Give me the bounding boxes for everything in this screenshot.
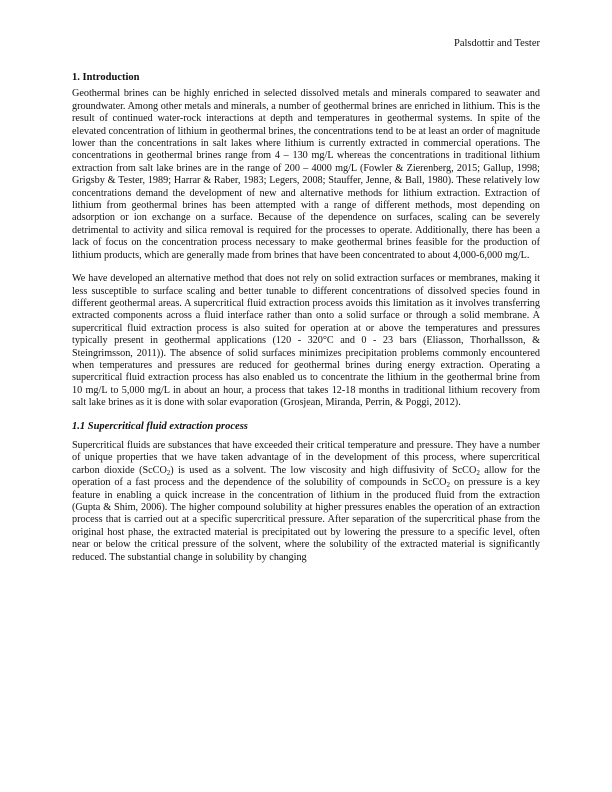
scf-text-part-b: ) is used as a solvent. The low viscosity and high diffusivity of ScCO xyxy=(170,464,477,476)
subscript-2: 2 xyxy=(166,468,171,477)
section-heading-introduction: 1. Introduction xyxy=(72,72,140,83)
subscript-2: 2 xyxy=(446,481,451,490)
paper-body xyxy=(72,72,540,575)
intro-paragraph-2: We have developed an alternative method that does not rely on solid extraction surfaces or membranes, making it less susceptible to surface scaling and better tunable to different concentrations of dissolved species found in different geothermal areas. A supercritical fluid extraction process avoids this limitation as it involves transferring extracted components across a fluid interface rather than onto a solid surface or through a solid membrane. A supercritical fluid extraction process is also suited for operation at or above the temperatures and pressures typically present in geothermal applications (120 - 320°C and 0 - 23 bars (Eliasson, Thorhallsson, & Steingrimsson, 2011)). The absence of solid surfaces minimizes precipitation problems commonly encountered when temperatures and pressures are reduced for geothermal brines during energy extraction. Operating a supercritical fluid extraction process has also enabled us to concentrate the lithium in the geothermal brine from 10 mg/L to 5,000 mg/L in about an hour, a process that takes 12-18 months in traditional lithium recovery from salt lake brines as it is done with solar evaporation (Grosjean, Miranda, Perrin, & Poggi, 2012). xyxy=(72,273,540,409)
intro-paragraph-1: Geothermal brines can be highly enriched in selected dissolved metals and minerals compared to seawater and groundwater. Among other metals and minerals, a number of geothermal brines are enriched in lithium. This is the result of continued water-rock interactions at depth and temperatures in geothermal systems. In spite of the elevated concentration of lithium in geothermal brines, the concentrations tend to be at least an order of magnitude lower than the concentrations in salt lakes where lithium is currently extracted in commercial operations. The concentrations in geothermal brines range from 4 – 130 mg/L whereas the concentrations in traditional lithium extraction from salt lake brines are in the range of 200 – 4000 mg/L (Fowler & Zierenberg, 2015; Gallup, 1998; Grigsby & Tester, 1989; Harrar & Raber, 1983; Legers, 2008; Stauffer, Jenne, & Ball, 1980). These relatively low concentrations demand the development of new and alternative methods for lithium extraction. Extraction of lithium from geothermal brines has been attempted with a range of different methods, most depending on adsorption or ion exchange on a surface. Because of the dependence on surfaces, scaling can be severely detrimental to activity and silica removal is required for the processes to operate. Additionally, there has been a lack of focus on the concentration process necessary to make geothermal brines feasible for the production of lithium products, which are generally made from brines that have been concentrated to about 4,000-6,000 mg/L. xyxy=(72,88,540,261)
subsection-heading-scf-extraction: 1.1 Supercritical fluid extraction process xyxy=(72,420,248,432)
running-head: Palsdottir and Tester xyxy=(454,38,540,49)
scf-text-part-a: Supercritical fluids are substances that have exceeded their critical temperature and pressure. They have a number of unique properties that we have taken advantage of in the development of this process, where supercritical carbon dioxide (ScCO xyxy=(72,439,540,476)
scf-text-part-c: allow for the operation of a fast process and the dependence of the solubility of compounds in ScCO xyxy=(72,464,540,489)
scf-paragraph-1 xyxy=(72,440,540,564)
scf-text-part-d: on pressure is a key feature in enabling a quick increase in the concentration of lithium in the produced fluid from the extraction (Gupta & Shim, 2006). The higher compound solubility at higher pressures enables the operation of an extraction process that is carried out at a specific supercritical pressure. After separation of the supercritical phase from the original host phase, the extracted material is precipitated out by lowering the pressure to a specific level, often near or below the critical pressure of the solvent, where the solubility of the extracted material is significantly reduced. The substantial change in solubility by changing xyxy=(72,477,540,563)
subscript-2: 2 xyxy=(476,468,480,477)
